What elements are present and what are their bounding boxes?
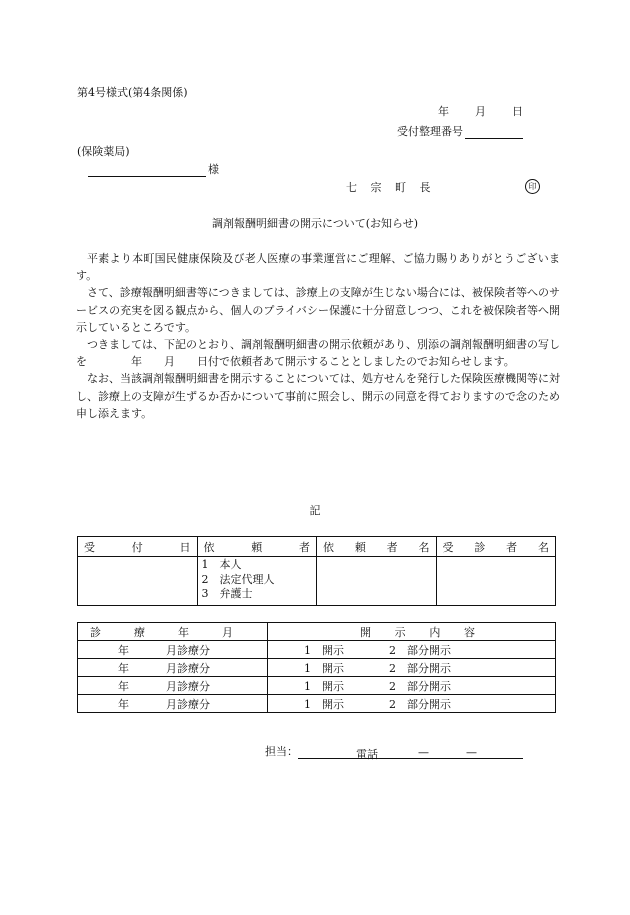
body-paragraph-2: さて、診療報酬明細書等につきましては、診療上の支障が生じない場合には、被保険者等へのサービスの充実を図る観点から、個人のプライバシー保護に十分留意しつつ、これを被保険者等へ開示しているところです。 (76, 286, 560, 334)
date-line (438, 103, 523, 119)
header-requester-name: 依 頼 者 名 (317, 537, 437, 557)
disclosure-option-cell[interactable]: 1 開示 2 部分開示 (268, 659, 556, 677)
tel-dash-1: — (418, 746, 429, 759)
header-requester: 依 頼 者 (197, 537, 317, 557)
date-month-label: 月 (475, 105, 486, 118)
requester-option[interactable]: 1 本人 (201, 558, 242, 571)
body-paragraph-4: なお、当該調剤報酬明細書を開示することについては、処方せんを発行した保険医療機関等に対し、診療上の支障が生ずるか否かについて事前に照会し、開示の同意を得ておりますので念のため申し添えます。 (76, 372, 560, 420)
contact-blank[interactable] (298, 746, 523, 759)
disclosure-table (77, 622, 556, 713)
pharmacy-label: (保険薬局) (77, 145, 130, 158)
treatment-month-cell[interactable]: 年 月診療分 (78, 659, 268, 677)
header-received-date: 受 付 日 (78, 537, 198, 557)
header-patient-name: 受 診 者 名 (436, 537, 556, 557)
requester-options-cell (197, 557, 317, 606)
requester-name-cell[interactable] (317, 557, 437, 606)
tel-dash-2: — (466, 746, 477, 759)
form-number: 第4号様式(第4条関係) (77, 86, 188, 99)
body-text (76, 250, 560, 422)
table-row (78, 641, 556, 659)
requester-option[interactable]: 2 法定代理人 (201, 572, 275, 586)
treatment-month-cell[interactable]: 年 月診療分 (78, 677, 268, 695)
table-row (78, 659, 556, 677)
ki-heading: 記 (309, 504, 321, 517)
table-row (78, 695, 556, 713)
request-table (77, 536, 556, 606)
tel-label: 電話 (356, 748, 378, 761)
contact-label: 担当： (265, 745, 298, 758)
addressee-blank[interactable] (88, 164, 206, 177)
receipt-number (397, 123, 523, 139)
seal-mark: 印 (525, 179, 540, 194)
receipt-number-blank[interactable] (465, 126, 523, 139)
table-row (78, 677, 556, 695)
disclosure-option-cell[interactable]: 1 開示 2 部分開示 (268, 695, 556, 713)
document-title: 調剤報酬明細書の開示について(お知らせ) (211, 217, 419, 230)
mayor-title: 七 宗 町 長 (346, 181, 436, 194)
body-paragraph-1: 平素より本町国民健康保険及び老人医療の事業運営にご理解、ご協力賜りありがとうございます。 (76, 252, 560, 283)
date-day-label: 日 (512, 105, 523, 118)
received-date-cell[interactable] (78, 557, 198, 606)
header-treatment-month: 診 療 年 月 (78, 623, 268, 641)
body-paragraph-3: つきましては、下記のとおり、調剤報酬明細書の開示依頼があり、別添の調剤報酬明細書の写しを 年 月 日付で依頼者あて開示することとしましたのでお知らせします。 (76, 338, 560, 369)
disclosure-option-cell[interactable]: 1 開示 2 部分開示 (268, 641, 556, 659)
date-year-label: 年 (438, 105, 449, 118)
contact-footer (265, 743, 523, 759)
treatment-month-cell[interactable]: 年 月診療分 (78, 641, 268, 659)
treatment-month-cell[interactable]: 年 月診療分 (78, 695, 268, 713)
patient-name-cell[interactable] (436, 557, 556, 606)
header-disclosure-content: 開 示 内 容 (268, 623, 556, 641)
requester-option[interactable]: 3 弁護士 (201, 587, 253, 600)
addressee (88, 161, 219, 177)
receipt-label: 受付整理番号 (397, 125, 463, 138)
honorific: 様 (208, 163, 219, 176)
disclosure-option-cell[interactable]: 1 開示 2 部分開示 (268, 677, 556, 695)
